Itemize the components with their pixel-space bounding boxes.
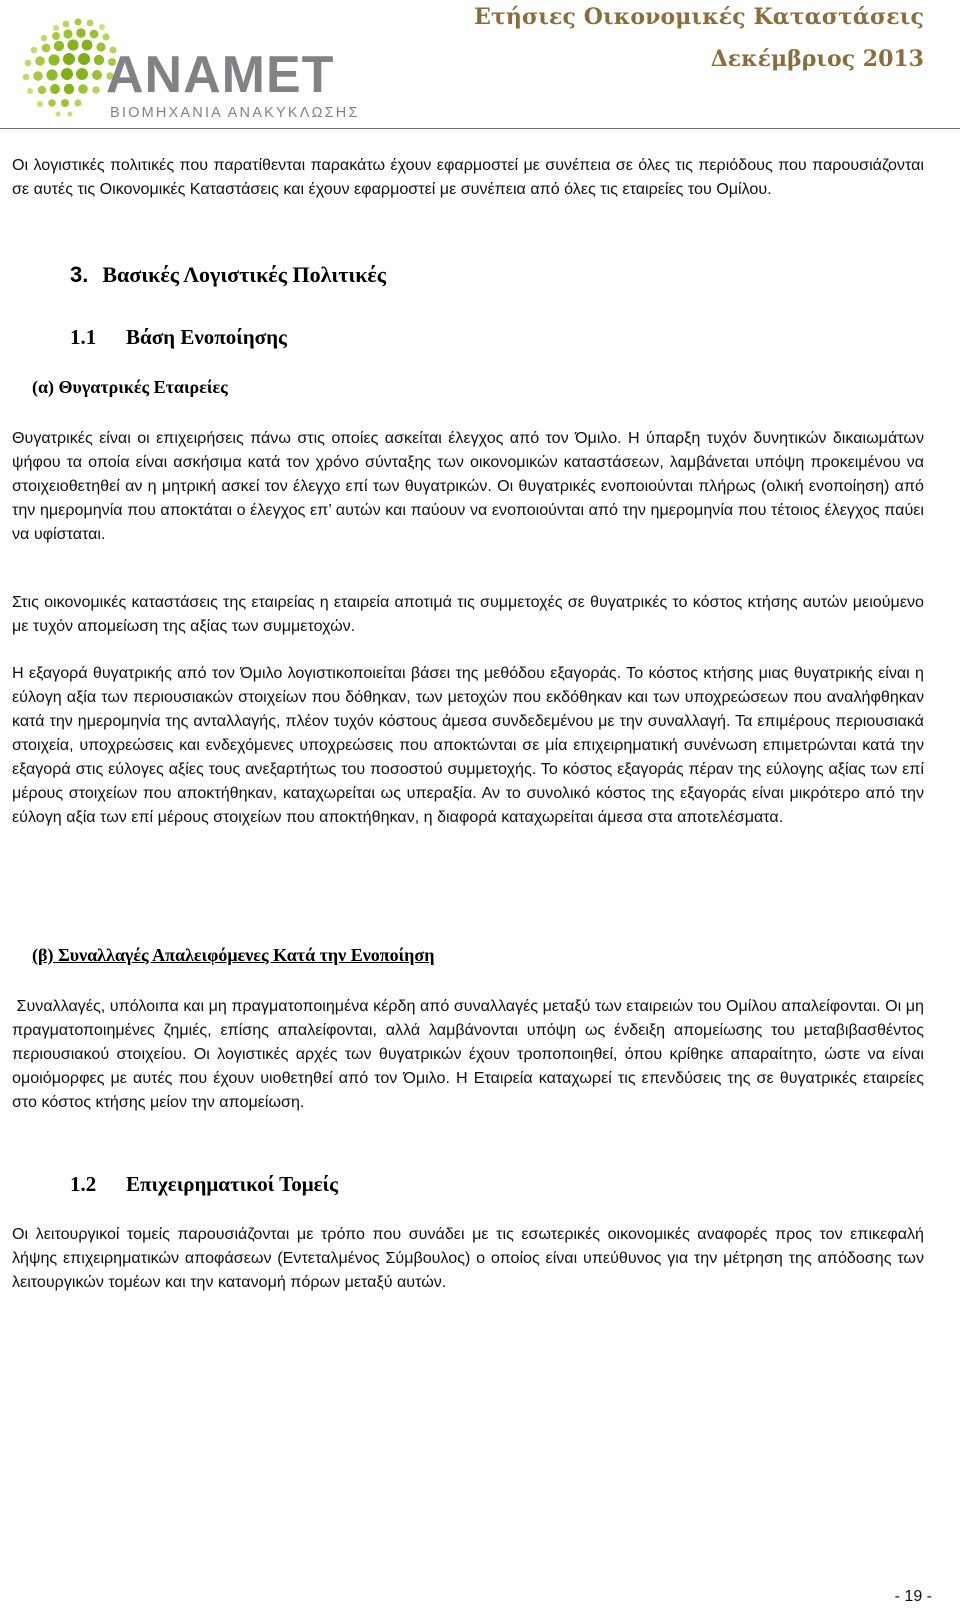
- section-3-title: Βασικές Λογιστικές Πολιτικές: [102, 262, 387, 287]
- document-title: Ετήσιες Οικονομικές Καταστάσεις: [474, 4, 924, 30]
- intro-paragraph: Οι λογιστικές πολιτικές που παρατίθενται παρακάτω έχουν εφαρμοστεί με συνέπεια σε όλες τις περιόδους που παρουσιάζονται σε αυτές τις Οικονομικές Καταστάσεις και έχουν εφαρμοστεί με συνέπεια από όλες τις εταιρείες του Ομίλου.: [12, 156, 924, 198]
- subsection-a-paragraph-3: Η εξαγορά θυγατρικής από τον Όμιλο λογιστικοποιείται βάσει της μεθόδου εξαγοράς. Το κόστος κτήσης μιας θυγατρικής είναι η εύλογη αξία των περιουσιακών στοιχείων που δόθηκαν, των μετοχών που εκδόθηκαν και των υποχρεώσεων που αναλήφθηκαν κατά την ημερομηνία της ανταλλαγής, πλέον τυχόν κόστους άμεσα συνδεδεμένου με την συναλλαγή. Τα επιμέρους περιουσιακά στοιχεία, υποχρεώσεις και ενδεχόμενες υποχρεώσεις που αποκτώνται σε μία επιχειρηματική συνένωση επιμετρώνται κατά την εξαγορά στις εύλογες αξίες τους ανεξαρτήτως του ποσοστού συμμετοχής. Το κόστος εξαγοράς πέραν της εύλογης αξίας των επί μέρους στοιχείων που αποκτήθηκαν, καταχωρείται ως υπεραξία. Αν το συνολικό κόστος της εξαγοράς είναι μικρότερο από την εύλογη αξία των επί μέρους στοιχείων που αποκτήθηκαν, η διαφορά καταχωρείται άμεσα στα αποτελέσματα.: [12, 664, 924, 826]
- subsection-a-heading: (α) Θυγατρικές Εταιρείες: [32, 377, 228, 397]
- subsection-a-paragraph-1: Θυγατρικές είναι οι επιχειρήσεις πάνω στις οποίες ασκείται έλεγχος από τον Όμιλο. Η ύπαρξη τυχόν δυνητικών δικαιωμάτων ψήφου τα οποία είναι ασκήσιμα κατά τον χρόνο σύνταξης των οικονομικών καταστάσεων, λαμβάνεται υπόψη προκειμένου να στοιχειοθετηθεί αν η μητρική ασκεί τον έλεγχο επί των θυγατρικών. Οι θυγατρικές ενοποιούνται πλήρως (ολική ενοποίηση) από την ημερομηνία που αποκτάται ο έλεγχος επ’ αυτών και παύουν να ενοποιούνται από την ημερομηνία που τέτοιος έλεγχος παύει να υφίσταται.: [12, 429, 924, 543]
- section-1-2-heading: [70, 1172, 338, 1197]
- section-1-1-heading: [70, 325, 287, 350]
- section-3-heading: [70, 262, 386, 288]
- section-1-2-number: 1.2: [70, 1172, 97, 1196]
- company-tagline: ΒΙΟΜΗΧΑΝΙΑ ΑΝΑΚΥΚΛΩΣΗΣ: [110, 105, 360, 121]
- company-logo: [8, 6, 378, 124]
- section-3-number: 3.: [70, 262, 89, 287]
- section-1-1-number: 1.1: [70, 325, 97, 349]
- subsection-b-paragraph: Συναλλαγές, υπόλοιπα και μη πραγματοποιημένα κέρδη από συναλλαγές μεταξύ των εταιρειών του Ομίλου απαλείφονται. Οι μη πραγματοποιημένες ζημιές, επίσης απαλείφονται, αλλά λαμβάνονται υπόψη ως ένδειξη απομείωσης του μεταβιβασθέντος περιουσιακού στοιχείου. Οι λογιστικές αρχές των θυγατρικών έχουν τροποποιηθεί, όπου κρίθηκε απαραίτητο, ώστε να είναι ομοιόμορφες με αυτές που έχουν υιοθετηθεί από τον Όμιλο. Η Εταιρεία καταχωρεί τις επενδύσεις της σε θυγατρικές εταιρείες στο κόστος κτήσης μείον την απομείωση.: [12, 997, 929, 1111]
- section-1-2-title: Επιχειρηματικοί Τομείς: [126, 1172, 338, 1196]
- section-1-2-paragraph: Οι λειτουργικοί τομείς παρουσιάζονται με τρόπο που συνάδει με τις εσωτερικές οικονομικές αναφορές προς τον επικεφαλή λήψης επιχειρηματικών αποφάσεων (Εντεταλμένος Σύμβουλος) ο οποίος είναι υπεύθυνος για την μέτρηση της απόδοσης των λειτουργικών τομέων και την κατανομή πόρων μεταξύ αυτών.: [12, 1225, 924, 1291]
- page-number: - 19 -: [894, 1588, 932, 1605]
- company-name: ANAMET: [106, 46, 335, 104]
- header-divider: [0, 128, 960, 129]
- subsection-a-paragraph-2: Στις οικονομικές καταστάσεις της εταιρείας η εταιρεία αποτιμά τις συμμετοχές σε θυγατρικές το κόστος κτήσης αυτών μειούμενο με τυχόν απομείωση της αξίας των συμμετοχών.: [12, 593, 924, 635]
- section-1-1-title: Βάση Ενοποίησης: [126, 325, 287, 349]
- green-dot-globe-icon: [23, 18, 117, 116]
- document-date: Δεκέμβριος 2013: [710, 46, 924, 72]
- subsection-b-heading: (β) Συναλλαγές Απαλειφόμενες Κατά την Ενοποίηση: [32, 945, 435, 965]
